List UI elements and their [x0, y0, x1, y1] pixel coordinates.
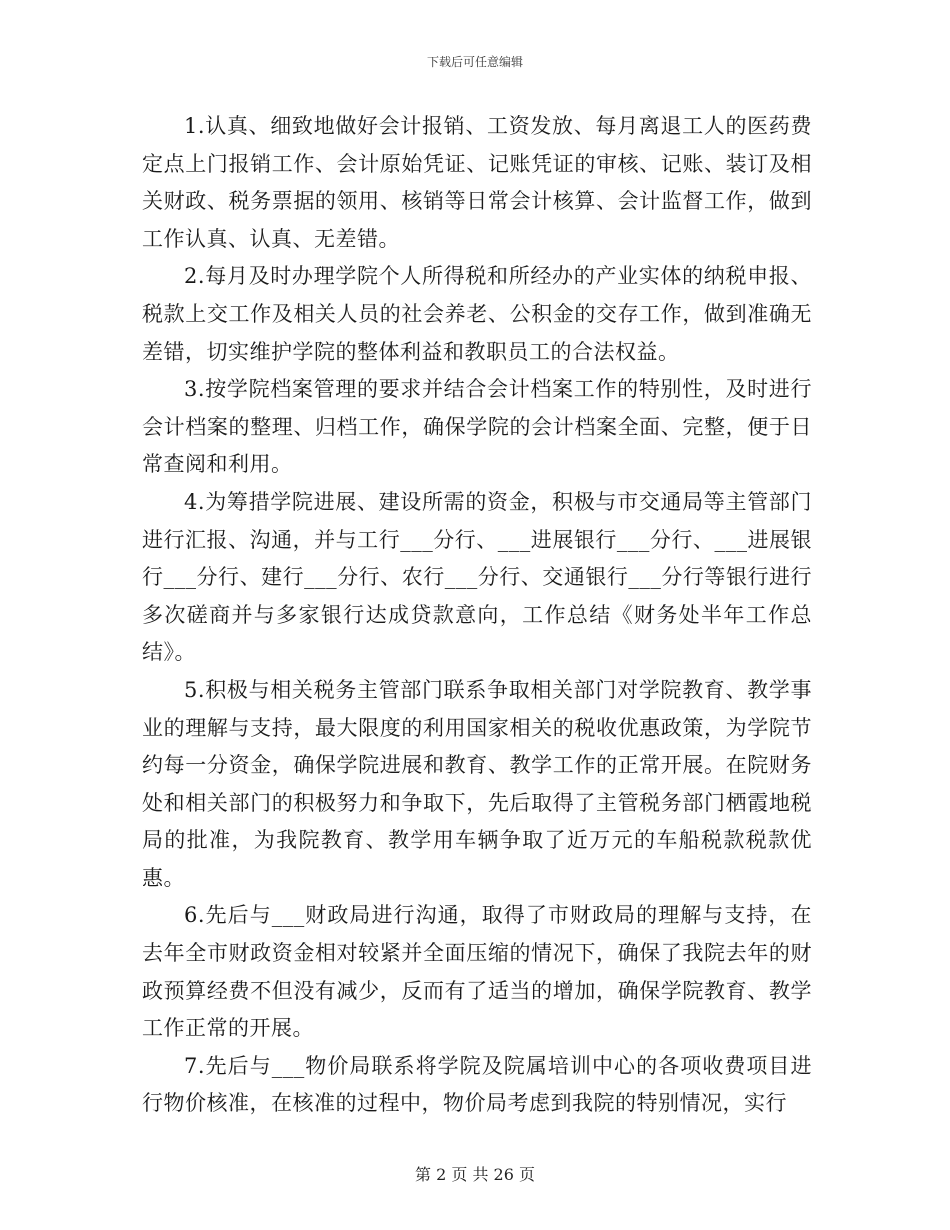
paragraph-4: 4.为筹措学院进展、建设所需的资金，积极与市交通局等主管部门进行汇报、沟通，并与工行___分行、___进展银行___分行、___进展银行___分行、建行___分行、农行___分行、交通银行___分行等银行进行多次磋商并与多家银行达成贷款意向，工作总结《财务处半年工作总结》。 — [142, 489, 812, 665]
page-header-note: 下载后可任意编辑 — [426, 55, 523, 69]
paragraph-3: 3.按学院档案管理的要求并结合会计档案工作的特别性，及时进行会计档案的整理、归档工作，确保学院的会计档案全面、完整，便于日常查阅和利用。 — [142, 377, 812, 477]
paragraph-6: 6.先后与___财政局进行沟通，取得了市财政局的理解与支持，在去年全市财政资金相对较紧并全面压缩的情况下，确保了我院去年的财政预算经费不但没有减少，反而有了适当的增加，确保学院教育、教学工作正常的开展。 — [142, 903, 812, 1041]
paragraph-1: 1.认真、细致地做好会计报销、工资发放、每月离退工人的医药费定点上门报销工作、会计原始凭证、记账凭证的审核、记账、装订及相关财政、税务票据的领用、核销等日常会计核算、会计监督工作，做到工作认真、认真、无差错。 — [142, 114, 812, 251]
paragraph-5: 5.积极与相关税务主管部门联系争取相关部门对学院教育、教学事业的理解与支持，最大限度的利用国家相关的税收优惠政策，为学院节约每一分资金，确保学院进展和教育、教学工作的正常开展。在院财务处和相关部门的积极努力和争取下，先后取得了主管税务部门栖霞地税局的批准，为我院教育、教学用车辆争取了近万元的车船税款税款优惠。 — [142, 677, 812, 890]
paragraph-7: 7.先后与___物价局联系将学院及院属培训中心的各项收费项目进行物价核准，在核准的过程中，物价局考虑到我院的特别情况，实行 — [142, 1053, 812, 1116]
document-body — [142, 108, 812, 1123]
page-number: 第 2 页 共 26 页 — [415, 1165, 535, 1184]
paragraph-2: 2.每月及时办理学院个人所得税和所经办的产业实体的纳税申报、税款上交工作及相关人员的社会养老、公积金的交存工作，做到准确无差错，切实维护学院的整体利益和教职员工的合法权益。 — [142, 264, 812, 364]
